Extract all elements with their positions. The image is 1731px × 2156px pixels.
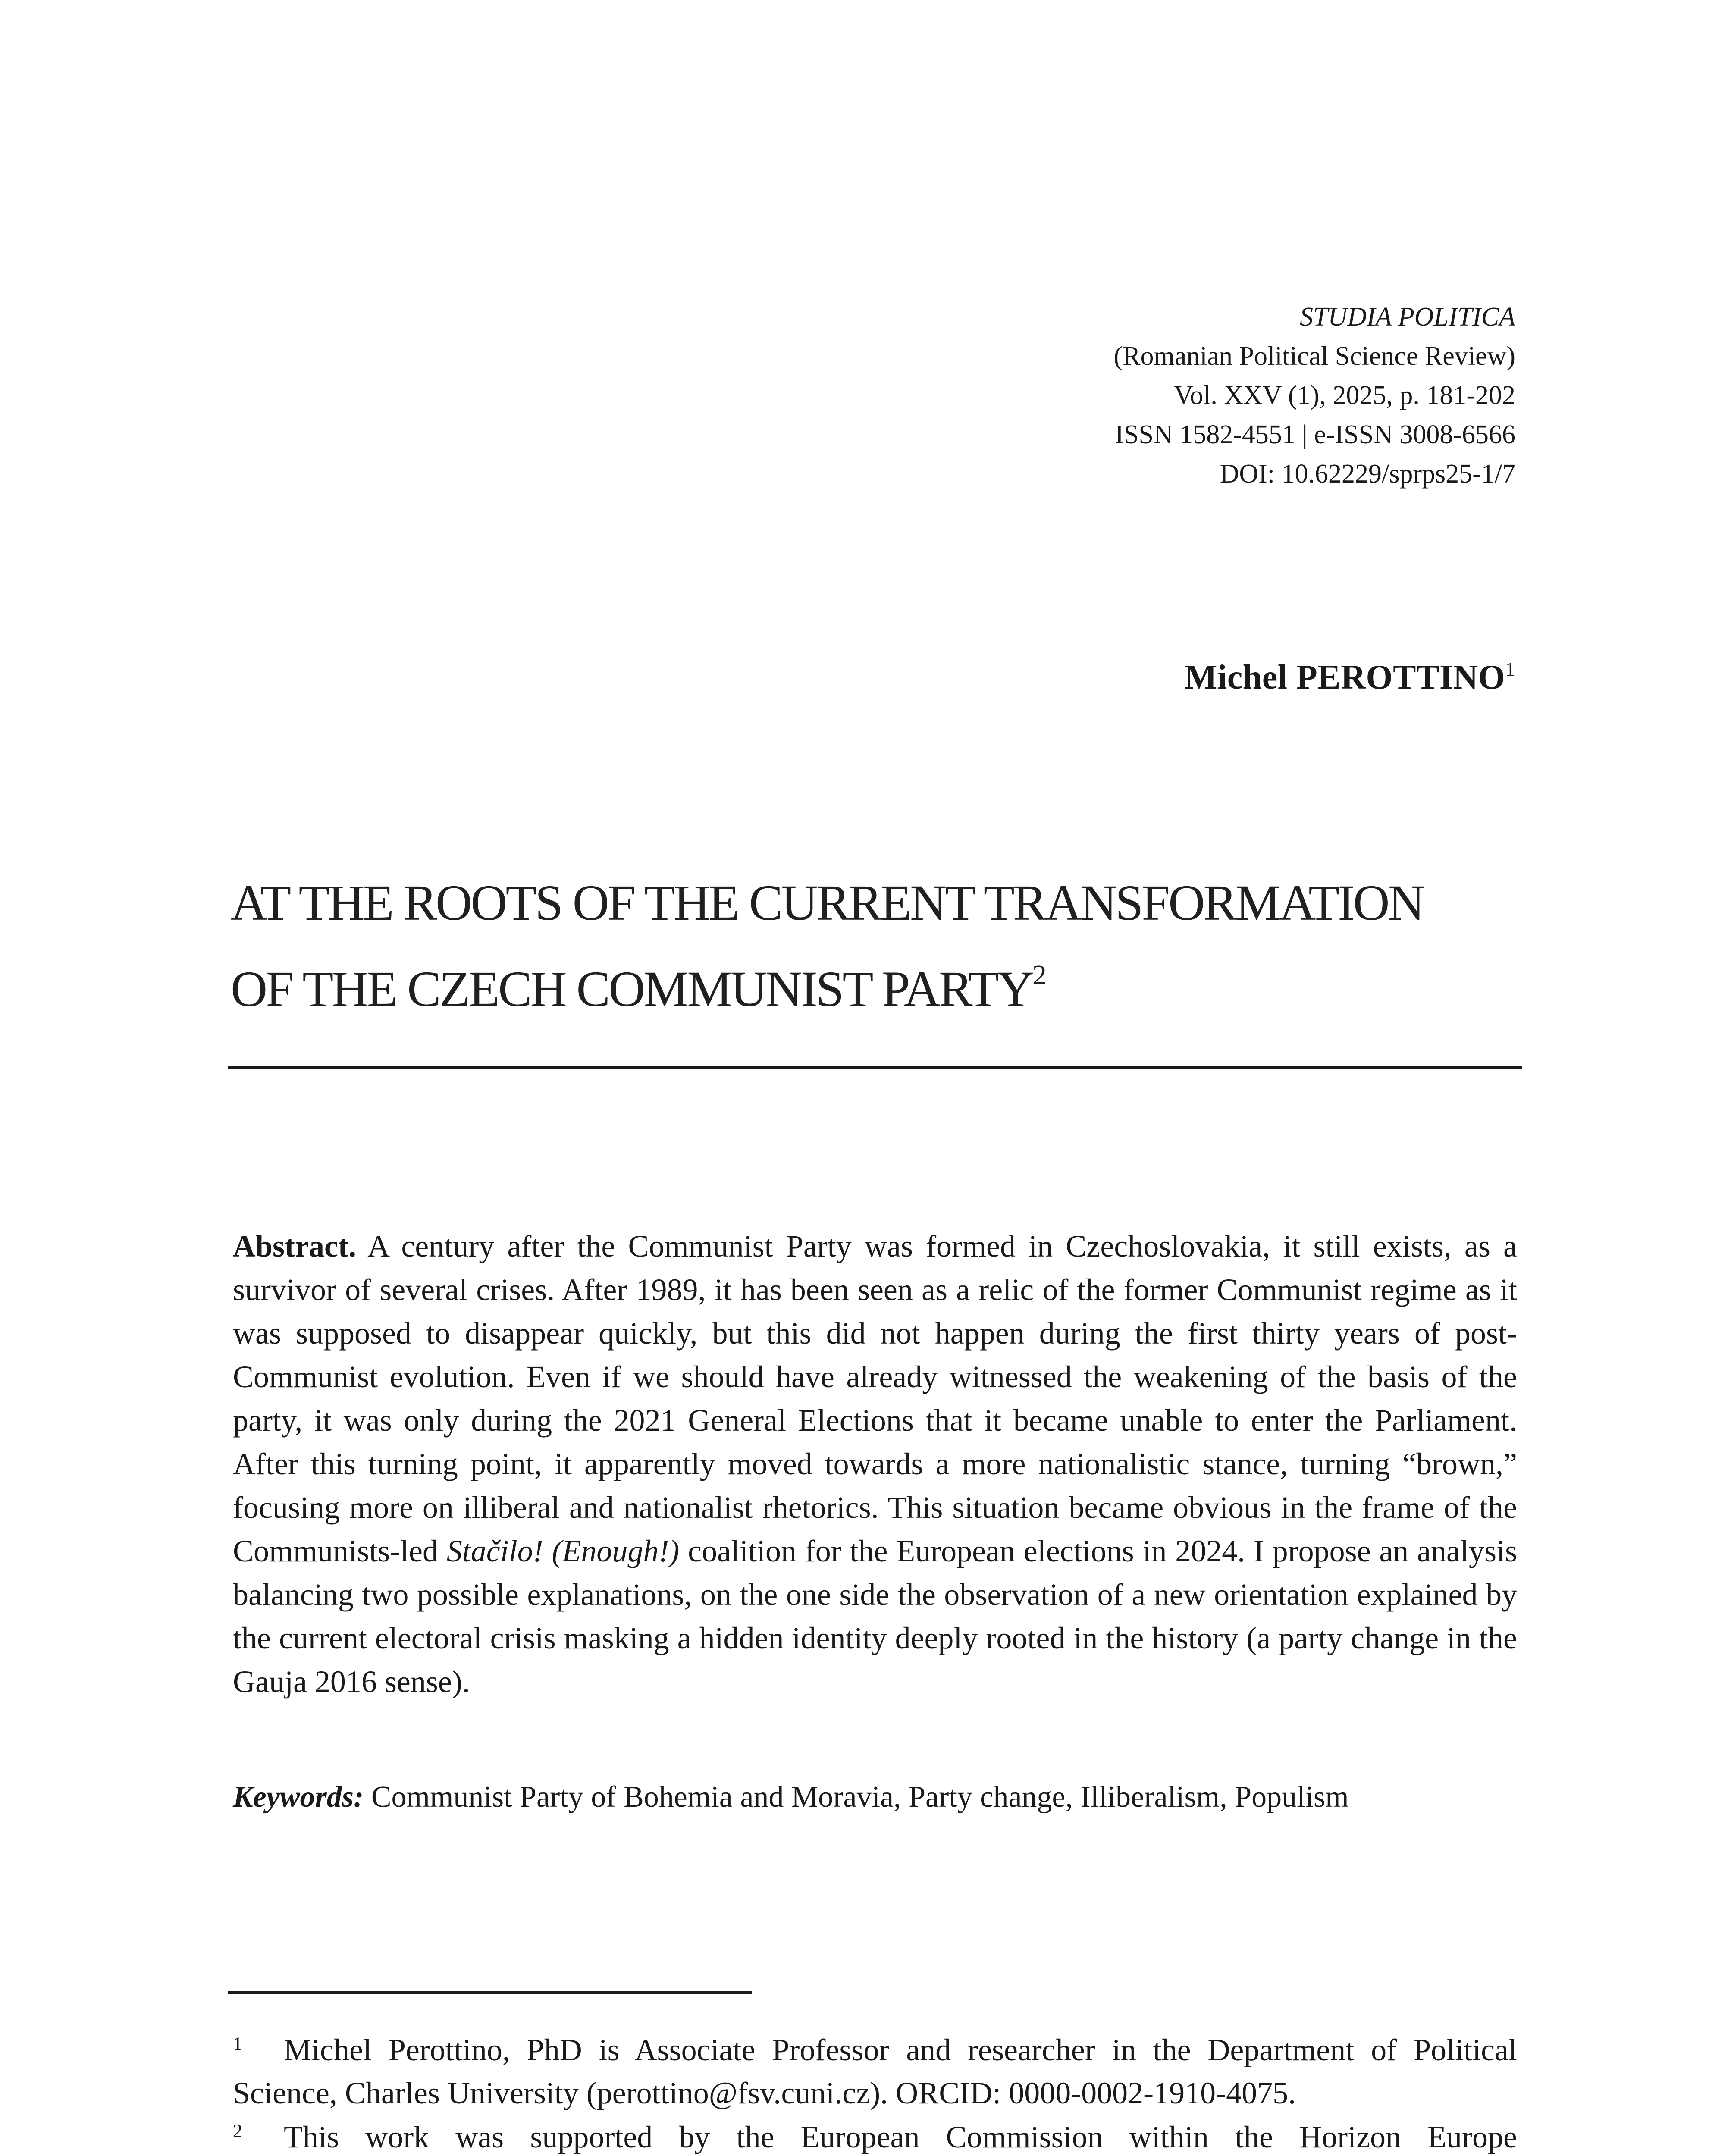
title-line-2-text: OF THE CZECH COMMUNIST PARTY [231, 961, 1032, 1017]
journal-issn: ISSN 1582-4551 | e-ISSN 3008-6566 [1115, 420, 1515, 449]
journal-info [1114, 298, 1515, 494]
journal-volume: Vol. XXV (1), 2025, p. 181-202 [1174, 381, 1515, 410]
footnote-divider [228, 1991, 752, 1994]
title-divider [228, 1066, 1522, 1069]
footnote-1-text: Michel Perottino, PhD is Associate Professor and researcher in the Department of Political Science, Charles University (perottino@fsv.cuni.cz). ORCID: 0000-0002-1910-4075. [233, 2033, 1517, 2110]
abstract-text-italic: Stačilo! (Enough!) [446, 1534, 680, 1568]
footnote-2-mark: 2 [233, 2120, 242, 2141]
journal-doi[interactable]: DOI: 10.62229/sprps25-1/7 [1220, 459, 1515, 489]
title-line-2 [231, 939, 1568, 1025]
journal-name: STUDIA POLITICA [1299, 302, 1515, 332]
journal-subtitle: (Romanian Political Science Review) [1113, 342, 1515, 371]
article-title [231, 867, 1568, 1025]
footnote-1-mark: 1 [233, 2033, 242, 2054]
title-footnote-ref[interactable]: 2 [1032, 959, 1047, 991]
title-line-1: AT THE ROOTS OF THE CURRENT TRANSFORMATION [231, 874, 1423, 931]
keywords-label: Keywords: [233, 1780, 364, 1814]
abstract-label: Abstract. [233, 1229, 356, 1263]
footnote-2 [233, 2109, 1517, 2156]
keywords-text: Communist Party of Bohemia and Moravia, Party change, Illiberalism, Populism [364, 1780, 1349, 1814]
author-name-text: Michel PEROTTINO [1184, 658, 1505, 696]
footnote-1 [233, 2022, 1517, 2115]
abstract-text-part1: A century after the Communist Party was formed in Czechoslovakia, it still exists, as a survivor of several crises. After 1989, it has been seen as a relic of the former Communist regime as it was supposed to disappear quickly, but this did not happen during the first thirty years of post-Communist evolution. Even if we should have already witnessed the weakening of the basis of the party, it was only during the 2021 General Elections that it became unable to enter the Parliament. After this turning point, it apparently moved towards a more nationalistic stance, turning “brown,” focusing more on illiberal and nationalist rhetorics. This situation became obvious in the frame of the Communists-led [233, 1229, 1517, 1568]
abstract-text-part2: coalition for the European elections in 2024. I propose an analysis balancing two possible explanations, on the one side the observation of a new orientation explained by the current electoral crisis masking a hidden identity deeply rooted in the history (a party change in the Gauja 2016 sense). [233, 1534, 1518, 1699]
author-footnote-ref[interactable]: 1 [1505, 658, 1515, 680]
keywords [233, 1776, 1570, 1819]
author-name [1185, 658, 1515, 697]
abstract [233, 1225, 1517, 1704]
footnote-2-text: This work was supported by the European Commission within the Horizon Europe [284, 2120, 1517, 2154]
